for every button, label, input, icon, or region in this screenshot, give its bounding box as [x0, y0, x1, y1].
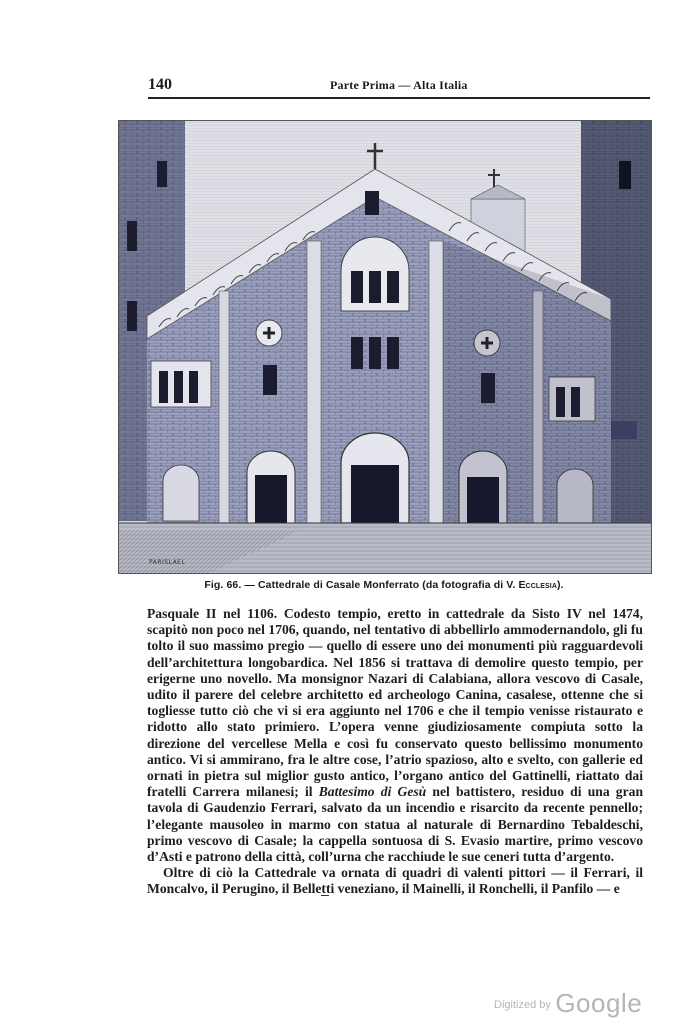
- digitized-prefix: Digitized by: [494, 999, 551, 1011]
- caption-author: Ecclesia: [518, 579, 557, 591]
- running-head: Parte Prima — Alta Italia: [330, 78, 468, 92]
- header-rule: [148, 97, 650, 99]
- engraver-signature: PARISLAEL: [149, 559, 186, 566]
- digitized-watermark: [494, 988, 642, 1019]
- paragraph-1-text-a: Pasquale II nel 1106. Codesto tempio, eretto in cattedrale da Sisto IV nel 1474, scapitò non poco nel 1706, quando, nel tentativo di abbellirlo ammodernandolo, gli fu tolto il suo massimo pregio — quello di essere uno dei monumenti più ragguardevoli dell’architettura longobardica. Nel 1856 si trattava di demolire questo tempio, per erigerne uno novello. Ma monsignor Nazari di Calabiana, allora vescovo di Casale, udito il parere del celebre architetto ed archeologo Canina, casalese, ottenne che si togliesse tutto ciò che vi si era aggiunto nel 1706 e che il tempio venisse ristaurato e ridotto allo stato primiero. L’opera venne giudiziosamente compiuta sotto la direzione del vercellese Mella e così fu conservato questo bellissimo monumento antico. Vi si ammirano, fra le altre cose, l’atrio spazioso, alto e svelto, con gallerie ed ornati in pietra sul miglior gusto antico, l’organo antico del Gattinelli, riattato dai fratelli Carrera milanesi; il: [147, 606, 643, 800]
- paragraph-1: [147, 606, 643, 865]
- cathedral-engraving: [118, 120, 652, 574]
- page-header: [148, 74, 648, 96]
- paragraph-1-text-b: nel battistero, residuo di una gran tavola di Gaudenzio Ferrari, salvato da un incendio e risarcito da recente pennello; l’elegante mausoleo in marmo con statua al naturale di Bernardino Tebaldeschi, primo vescovo di Casale; la cappella sontuosa di S. Evasio martire, primo vescovo d’Asti e patrono della città, coll’urna che racchiude le sue ceneri tutta d’argento.: [147, 784, 643, 865]
- caption-end: ).: [556, 579, 564, 591]
- google-logo: Google: [555, 988, 643, 1018]
- body-text: [147, 606, 643, 898]
- figure-caption: [118, 579, 650, 591]
- paragraph-2: Oltre di ciò la Cattedrale va ornata di quadri di valenti pittori — il Ferrari, il Moncalvo, il Perugino, il Belletti veneziano, il Mainelli, il Ronchelli, il Panfilo — e: [147, 865, 643, 897]
- page-number: 140: [148, 76, 172, 93]
- artwork-title: Battesimo di Gesù: [318, 784, 427, 800]
- footer-mark: [321, 895, 329, 896]
- caption-text: Fig. 66. — Cattedrale di Casale Monferrato (da fotografia di V.: [204, 579, 519, 591]
